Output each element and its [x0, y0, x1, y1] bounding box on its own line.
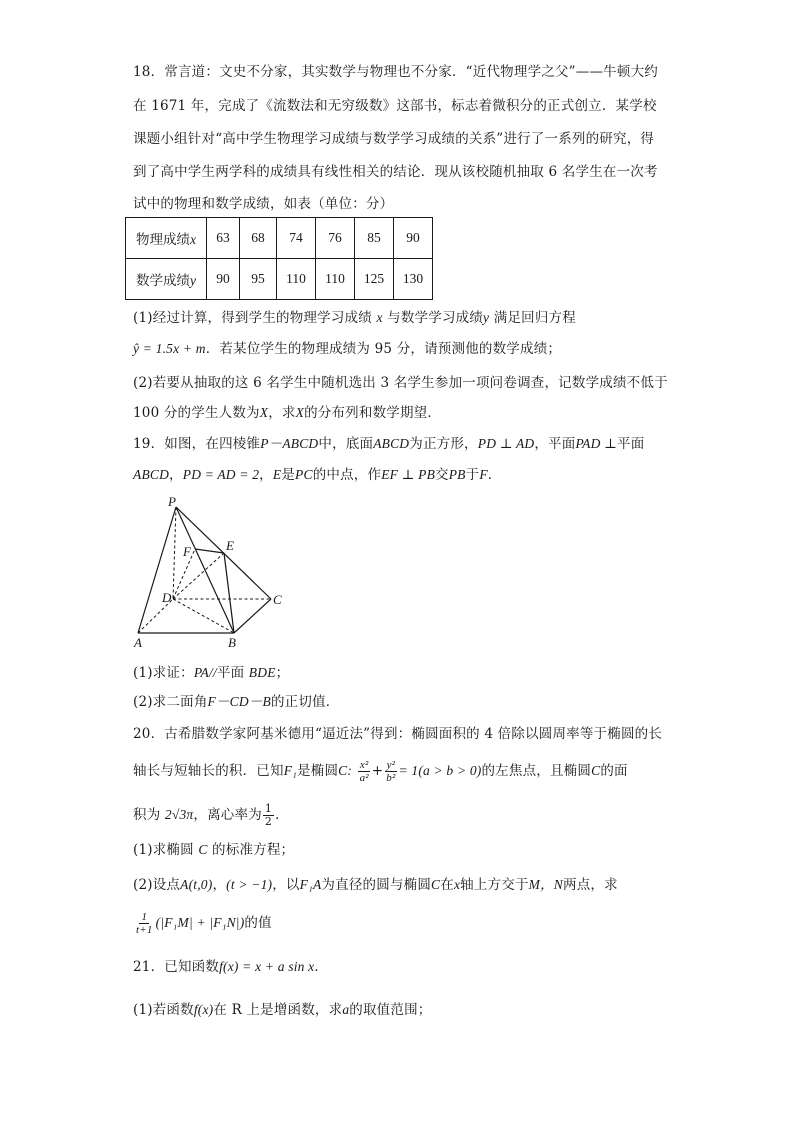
label-A: A	[134, 635, 142, 650]
table-cell: 110	[277, 259, 316, 300]
table-cell: 63	[207, 218, 240, 259]
label-P: P	[168, 494, 176, 509]
table-row-math	[126, 259, 433, 300]
q19-line-2: ABCD，PD = AD = 2，E是PC的中点，作EF ⊥ PB交PB于F．	[133, 467, 502, 483]
fraction-y2-b2: $\frac{\text{y²}}{\text{b²}}$	[386, 759, 396, 784]
edge-PB	[176, 507, 234, 633]
q18-line-3: 课题小组针对“高中学生物理学习成绩与数学学习成绩的关系”进行了一系列的研究，得	[133, 131, 655, 147]
edge-DB	[173, 599, 234, 633]
fraction-one-over-t-plus-1: $\frac{1}{t+1}$	[136, 911, 153, 936]
q19-part1: (1)求证：PA//平面 BDE；	[133, 665, 290, 681]
q19-part2: (2)求二面角F－CD－B的正切值．	[133, 694, 340, 710]
label-D: D	[162, 590, 172, 605]
q20-line-2: 轴长与短轴长的积．已知F₁是椭圆C: $\frac{\text{x²}}{\text{a²}}$ + $\frac{\text{y²}}{\text{b²}}$ = 1(a > b > 0)的左焦点，且椭圆C的面	[133, 759, 628, 784]
q21-part1: (1)若函数f(x)在 R 上是增函数，求a的取值范围；	[133, 1002, 432, 1018]
table-row-physics	[126, 218, 433, 259]
fraction-one-half: $\frac{1}{2}$	[264, 802, 273, 828]
q20-part2-line-1: (2)设点A(t,0)，(t > −1)，以F₁A为直径的圆与椭圆C在x轴上方交于M，N两点，求	[133, 877, 618, 893]
label-E: E	[226, 538, 234, 553]
table-cell: 85	[355, 218, 394, 259]
table-cell: 110	[316, 259, 355, 300]
q18-part1-line-1: (1)经过计算，得到学生的物理学习成绩 x 与数学学习成绩y 满足回归方程	[133, 310, 576, 326]
table-cell: 76	[316, 218, 355, 259]
edge-BC	[234, 599, 271, 633]
q20-part2-line-2: $\frac{1}{t+1}$ (|F₁M| + |F₁N|)的值	[136, 911, 272, 936]
edge-PA	[138, 507, 176, 633]
table-cell: 68	[240, 218, 277, 259]
q20-line-1: 20．古希腊数学家阿基米德用“逼近法”得到：椭圆面积的 4 倍除以圆周率等于椭圆的长	[133, 726, 663, 742]
edge-PD	[173, 507, 176, 599]
q18-part2-line-2: 100 分的学生人数为X，求X的分布列和数学期望．	[133, 405, 442, 421]
table-cell: 90	[394, 218, 433, 259]
q18-line-1: 18．常言道：文史不分家，其实数学与物理也不分家．“近代物理学之父”——牛顿大约	[133, 64, 658, 80]
q18-part2-line-1: (2)若要从抽取的这 6 名学生中随机选出 3 名学生参加一项问卷调查，记数学成绩不低于	[133, 375, 668, 391]
q19-line-1: 19．如图，在四棱锥P－ABCD中，底面ABCD为正方形，PD ⊥ AD，平面PAD ⊥平面	[133, 436, 645, 452]
q21-line-1: 21．已知函数f(x) = x + a sin x．	[133, 959, 329, 975]
q20-line-3: 积为 2√3π，离心率为 $\frac{1}{2}$ ．	[133, 802, 289, 828]
row-header-math: 数学成绩y	[126, 259, 207, 300]
fraction-x2-a2: $\frac{\text{x²}}{\text{a²}}$	[359, 759, 369, 784]
pyramid-figure	[128, 492, 293, 652]
table-cell: 130	[394, 259, 433, 300]
q18-part1-line-2: ŷ = 1.5x + m．若某位学生的物理成绩为 95 分，请预测他的数学成绩；	[133, 341, 562, 357]
table-cell: 90	[207, 259, 240, 300]
score-table	[125, 217, 433, 300]
q18-line-5: 试中的物理和数学成绩，如表（单位：分）	[133, 196, 394, 212]
q18-line-2: 在 1671 年，完成了《流数法和无穷级数》这部书，标志着微积分的正式创立．某学校	[133, 98, 657, 114]
edge-DE	[173, 553, 224, 599]
label-B: B	[228, 635, 236, 650]
row-header-physics: 物理成绩x	[126, 218, 207, 259]
q20-part1: (1)求椭圆 C 的标准方程；	[133, 842, 295, 858]
q18-line-4: 到了高中学生两学科的成绩具有线性相关的结论．现从该校随机抽取 6 名学生在一次考	[133, 164, 658, 180]
table-cell: 74	[277, 218, 316, 259]
table-cell: 95	[240, 259, 277, 300]
label-C: C	[273, 592, 282, 607]
label-F: F	[183, 544, 191, 559]
table-cell: 125	[355, 259, 394, 300]
